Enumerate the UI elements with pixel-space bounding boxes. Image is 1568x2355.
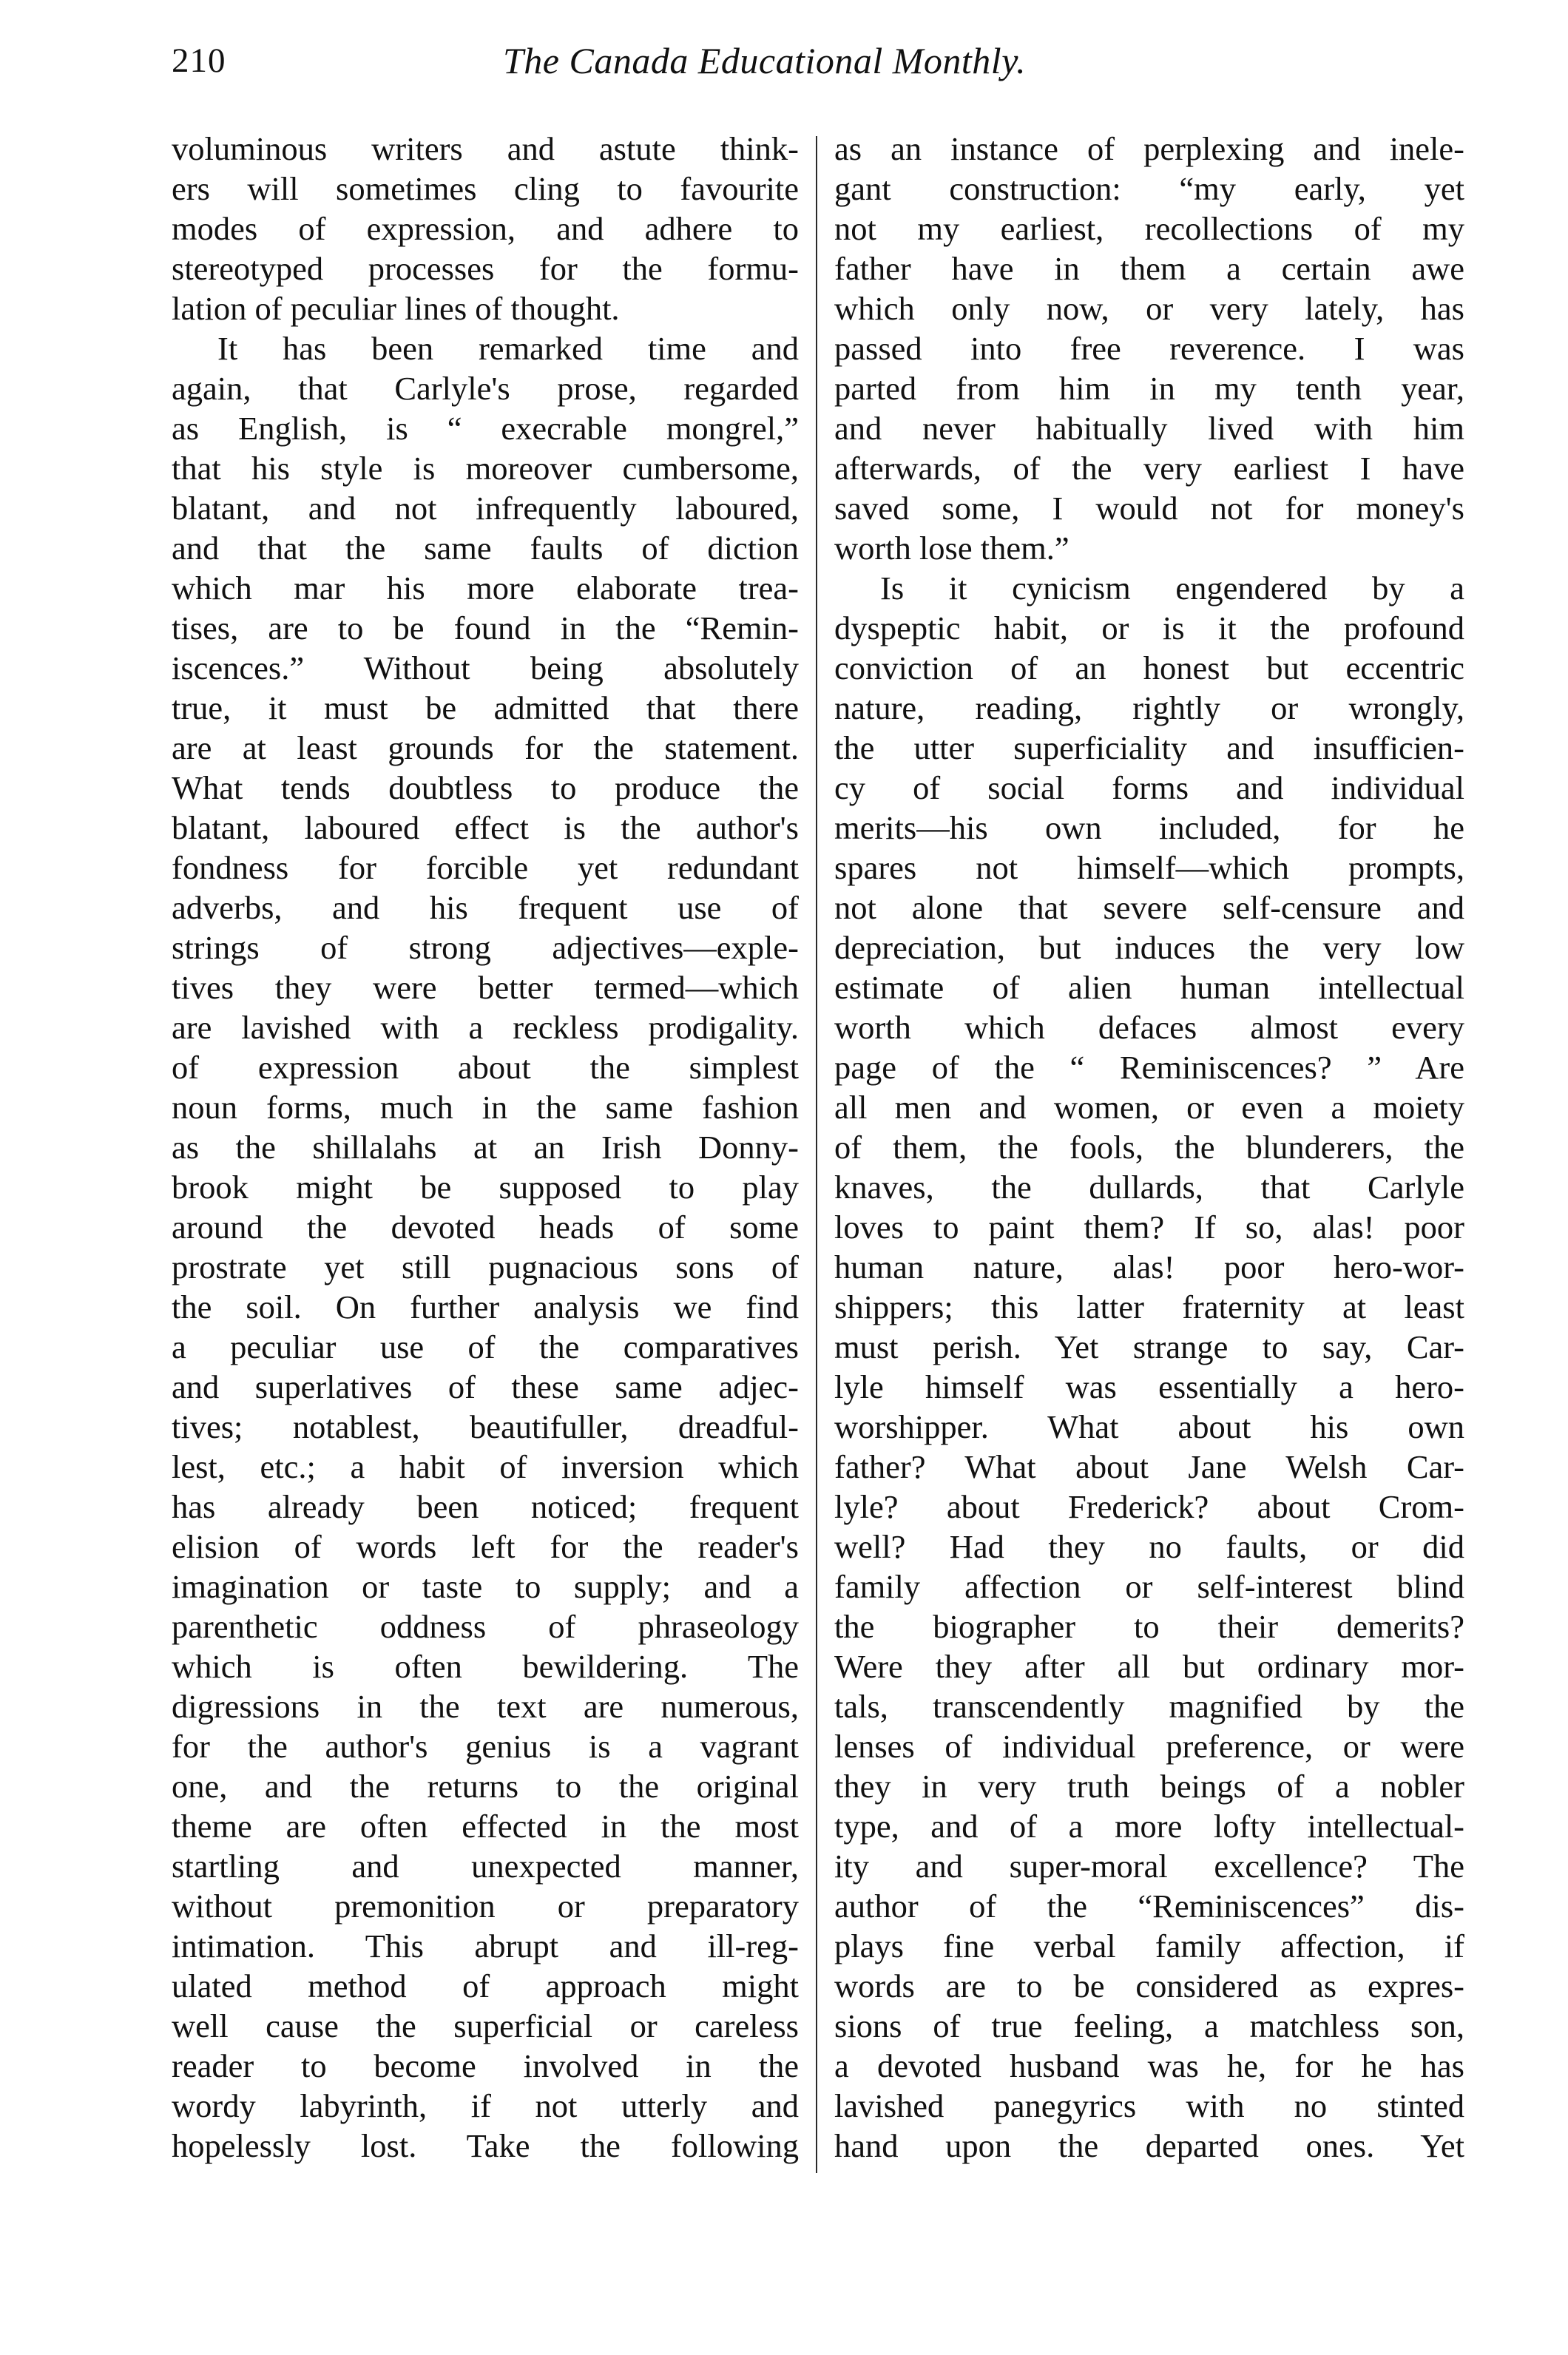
text-line: the biographer to their demerits? [834, 1608, 1464, 1645]
text-line: gant construction: “my early, yet [834, 170, 1464, 207]
text-line: plays fine verbal family affection, if [834, 1927, 1464, 1964]
text-line: page of the “ Reminiscences? ” Are [834, 1049, 1464, 1086]
text-line: lyle? about Frederick? about Crom- [834, 1488, 1464, 1525]
text-line: of them, the fools, the blunderers, the [834, 1129, 1464, 1166]
text-line: ity and super-moral excellence? The [834, 1848, 1464, 1885]
left-text-column [172, 129, 799, 2166]
text-line: tals, transcendently magnified by the [834, 1688, 1464, 1725]
text-line: noun forms, much in the same fashion [172, 1089, 799, 1126]
text-line: Were they after all but ordinary mor- [834, 1648, 1464, 1685]
text-line: cy of social forms and individual [834, 769, 1464, 806]
text-line: ulated method of approach might [172, 1967, 799, 2004]
text-line: ers will sometimes cling to favourite [172, 170, 799, 207]
text-line: What tends doubtless to produce the [172, 769, 799, 806]
text-line: tises, are to be found in the “Remin- [172, 609, 799, 646]
text-line: as the shillalahs at an Irish Donny- [172, 1129, 799, 1166]
text-line: again, that Carlyle's prose, regarded [172, 370, 799, 407]
text-line: estimate of alien human intellectual [834, 969, 1464, 1006]
text-line: the soil. On further analysis we find [172, 1288, 799, 1325]
text-line: adverbs, and his frequent use of [172, 889, 799, 926]
text-line: strings of strong adjectives—exple- [172, 929, 799, 966]
text-line: are at least grounds for the statement. [172, 729, 799, 766]
text-line: and superlatives of these same adjec- [172, 1368, 799, 1405]
text-line: brook might be supposed to play [172, 1169, 799, 1206]
text-line: as an instance of perplexing and inele- [834, 130, 1464, 167]
text-line: which mar his more elaborate trea- [172, 570, 799, 607]
text-line: elision of words left for the reader's [172, 1528, 799, 1565]
text-line: lavished panegyrics with no stinted [834, 2087, 1464, 2124]
text-line: knaves, the dullards, that Carlyle [834, 1169, 1464, 1206]
page-header [0, 38, 1568, 90]
text-line: fondness for forcible yet redundant [172, 849, 799, 886]
text-line: author of the “Reminiscences” dis- [834, 1888, 1464, 1925]
text-line: for the author's genius is a vagrant [172, 1728, 799, 1765]
text-line: which only now, or very lately, has [834, 290, 1464, 327]
text-line: worth which defaces almost every [834, 1009, 1464, 1046]
text-line: words are to be considered as expres- [834, 1967, 1464, 2004]
text-line: tives; notablest, beautifuller, dreadful- [172, 1408, 799, 1445]
text-line: iscences.” Without being absolutely [172, 649, 799, 686]
text-line: type, and of a more lofty intellectual- [834, 1808, 1464, 1845]
text-line: sions of true feeling, a matchless son, [834, 2007, 1464, 2044]
text-line: shippers; this latter fraternity at least [834, 1288, 1464, 1325]
text-line: dyspeptic habit, or is it the profound [834, 609, 1464, 646]
text-line: blatant, laboured effect is the author's [172, 809, 799, 846]
text-line: voluminous writers and astute think- [172, 130, 799, 167]
text-line: digressions in the text are numerous, [172, 1688, 799, 1725]
text-line: well? Had they no faults, or did [834, 1528, 1464, 1565]
text-line: stereotyped processes for the formu- [172, 250, 799, 287]
text-line: lest, etc.; a habit of inversion which [172, 1448, 799, 1485]
text-line: nature, reading, rightly or wrongly, [834, 689, 1464, 726]
text-line: parenthetic oddness of phraseology [172, 1608, 799, 1645]
text-line: wordy labyrinth, if not utterly and [172, 2087, 799, 2124]
text-line: true, it must be admitted that there [172, 689, 799, 726]
text-line: saved some, I would not for money's [834, 490, 1464, 527]
text-line: the utter superficiality and insufficien- [834, 729, 1464, 766]
text-line: not alone that severe self-censure and [834, 889, 1464, 926]
text-line: lation of peculiar lines of thought. [172, 290, 620, 327]
text-line: conviction of an honest but eccentric [834, 649, 1464, 686]
text-line: lenses of individual preference, or were [834, 1728, 1464, 1765]
text-line: modes of expression, and adhere to [172, 210, 799, 247]
text-line: startling and unexpected manner, [172, 1848, 799, 1885]
text-line: a peculiar use of the comparatives [172, 1328, 799, 1365]
text-line: spares not himself—which prompts, [834, 849, 1464, 886]
text-line: a devoted husband was he, for he has [834, 2047, 1464, 2084]
text-line: parted from him in my tenth year, [834, 370, 1464, 407]
text-line: they in very truth beings of a nobler [834, 1768, 1464, 1805]
text-line: one, and the returns to the original [172, 1768, 799, 1805]
text-line: tives they were better termed—which [172, 969, 799, 1006]
text-line: prostrate yet still pugnacious sons of [172, 1249, 799, 1285]
text-line: well cause the superficial or careless [172, 2007, 799, 2044]
text-line: reader to become involved in the [172, 2047, 799, 2084]
text-line: not my earliest, recollections of my [834, 210, 1464, 247]
paragraph-start-line: It has been remarked time and [217, 330, 799, 367]
text-line: father? What about Jane Welsh Car- [834, 1448, 1464, 1485]
text-line: passed into free reverence. I was [834, 330, 1464, 367]
text-line: which is often bewildering. The [172, 1648, 799, 1685]
text-line: around the devoted heads of some [172, 1209, 799, 1246]
text-line: that his style is moreover cumbersome, [172, 450, 799, 487]
right-text-column [834, 129, 1464, 2166]
text-line: human nature, alas! poor hero-wor- [834, 1249, 1464, 1285]
text-line: hopelessly lost. Take the following [172, 2127, 799, 2164]
text-line: and never habitually lived with him [834, 410, 1464, 447]
text-line: lyle himself was essentially a hero- [834, 1368, 1464, 1405]
page-number: 210 [172, 41, 226, 80]
text-line: all men and women, or even a moiety [834, 1089, 1464, 1126]
text-line: of expression about the simplest [172, 1049, 799, 1086]
text-line: father have in them a certain awe [834, 250, 1464, 287]
running-title: The Canada Educational Monthly. [503, 40, 1027, 81]
text-line: must perish. Yet strange to say, Car- [834, 1328, 1464, 1365]
text-line: has already been noticed; frequent [172, 1488, 799, 1525]
text-line: theme are often effected in the most [172, 1808, 799, 1845]
paragraph-start-line: Is it cynicism engendered by a [880, 570, 1464, 607]
text-line: loves to paint them? If so, alas! poor [834, 1209, 1464, 1246]
text-line: as English, is “ execrable mongrel,” [172, 410, 799, 447]
text-line: worshipper. What about his own [834, 1408, 1464, 1445]
text-line: hand upon the departed ones. Yet [834, 2127, 1464, 2164]
text-line: merits—his own included, for he [834, 809, 1464, 846]
text-line: depreciation, but induces the very low [834, 929, 1464, 966]
text-line: imagination or taste to supply; and a [172, 1568, 799, 1605]
text-line: family affection or self-interest blind [834, 1568, 1464, 1605]
text-line: without premonition or preparatory [172, 1888, 799, 1925]
text-line: afterwards, of the very earliest I have [834, 450, 1464, 487]
column-divider [816, 136, 817, 2173]
text-line: intimation. This abrupt and ill-reg- [172, 1927, 799, 1964]
text-line: and that the same faults of diction [172, 530, 799, 567]
text-line: are lavished with a reckless prodigality. [172, 1009, 799, 1046]
text-line: blatant, and not infrequently laboured, [172, 490, 799, 527]
text-line: worth lose them.” [834, 530, 1069, 567]
